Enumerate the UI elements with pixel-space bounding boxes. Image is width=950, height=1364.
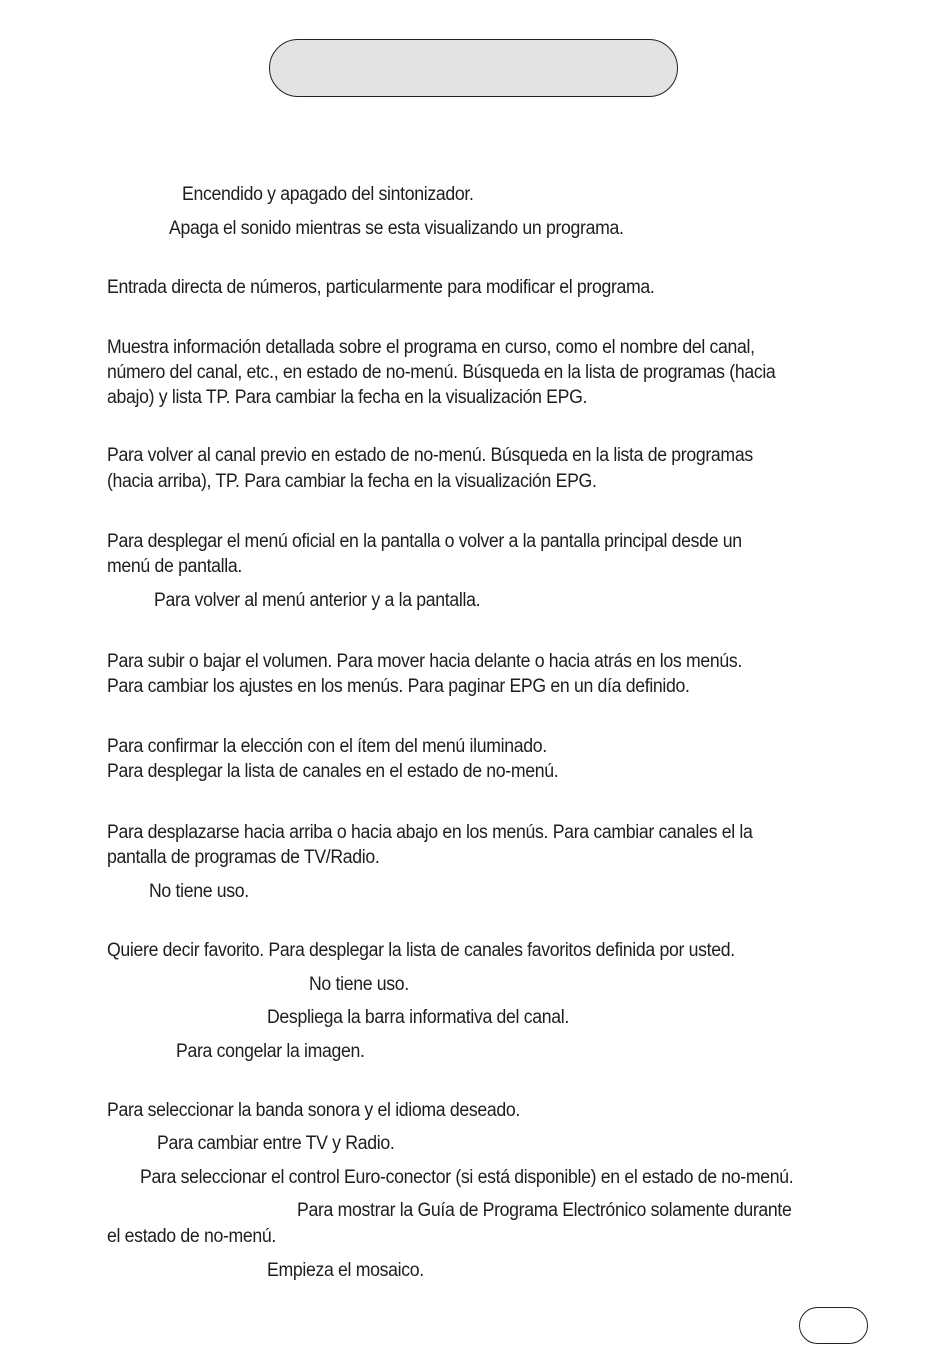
page-number-box: [799, 1307, 868, 1344]
text-line: Para cambiar los ajustes en los menús. Para paginar EPG en un día definido.: [107, 676, 690, 697]
text-line: Para cambiar entre TV y Radio.: [157, 1133, 395, 1154]
text-line: menú de pantalla.: [107, 556, 242, 577]
text-line: Despliega la barra informativa del canal.: [267, 1007, 569, 1028]
text-line: Empieza el mosaico.: [267, 1260, 424, 1281]
text-line: Para volver al canal previo en estado de no-menú. Búsqueda en la lista de programas: [107, 445, 753, 466]
text-line: Para congelar la imagen.: [176, 1041, 365, 1062]
text-line: No tiene uso.: [309, 974, 409, 995]
header-title-box: [269, 39, 678, 97]
text-line: el estado de no-menú.: [107, 1226, 277, 1247]
text-line: Para desplazarse hacia arriba o hacia abajo en los menús. Para cambiar canales el la: [107, 822, 753, 843]
text-line: Para seleccionar la banda sonora y el idioma deseado.: [107, 1100, 520, 1121]
text-line: Para subir o bajar el volumen. Para mover hacia delante o hacia atrás en los menús.: [107, 651, 743, 672]
text-line: Para desplegar el menú oficial en la pantalla o volver a la pantalla principal desde un: [107, 531, 742, 552]
text-line: Encendido y apagado del sintonizador.: [182, 184, 474, 205]
text-line: (hacia arriba), TP. Para cambiar la fecha en la visualización EPG.: [107, 471, 597, 492]
text-line: Apaga el sonido mientras se esta visualizando un programa.: [169, 218, 624, 239]
text-line: No tiene uso.: [149, 881, 249, 902]
text-line: Muestra información detallada sobre el programa en curso, como el nombre del canal,: [107, 337, 755, 358]
text-line: Quiere decir favorito. Para desplegar la lista de canales favoritos definida por usted.: [107, 940, 735, 961]
text-line: Para mostrar la Guía de Programa Electrónico solamente durante: [297, 1200, 792, 1221]
text-line: Para desplegar la lista de canales en el estado de no-menú.: [107, 761, 559, 782]
text-line: Para volver al menú anterior y a la pantalla.: [154, 590, 481, 611]
text-line: pantalla de programas de TV/Radio.: [107, 847, 380, 868]
text-line: abajo) y lista TP. Para cambiar la fecha en la visualización EPG.: [107, 387, 588, 408]
text-line: Entrada directa de números, particularmente para modificar el programa.: [107, 277, 655, 298]
text-line: Para confirmar la elección con el ítem del menú iluminado.: [107, 736, 547, 757]
text-line: Para seleccionar el control Euro-conector (si está disponible) en el estado de no-menú.: [140, 1167, 794, 1188]
text-line: número del canal, etc., en estado de no-menú. Búsqueda en la lista de programas (hacia: [107, 362, 776, 383]
